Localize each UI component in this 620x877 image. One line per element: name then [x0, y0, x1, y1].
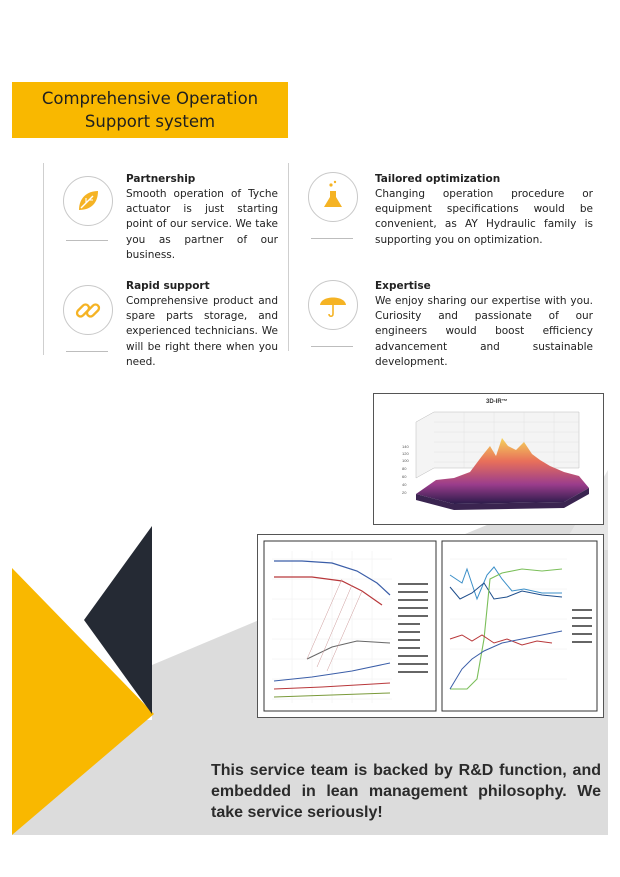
tagline-text: This service team is backed by R&D function, and embedded in lean management philosophy. We take service seriously!	[211, 762, 601, 821]
y-tick: 140	[402, 444, 409, 449]
feature-title: Expertise	[375, 280, 431, 292]
y-tick: 120	[402, 451, 409, 456]
expertise-icon-circle	[308, 280, 358, 330]
flask-icon	[309, 173, 357, 221]
optimization-icon-circle	[308, 172, 358, 222]
feature-text: Changing operation procedure or equipment specifications would be convenient, as AY Hydraulic family is supporting you on optimization.	[375, 188, 593, 246]
link-icon	[64, 286, 112, 334]
y-tick: 80	[402, 466, 407, 471]
y-tick: 60	[402, 474, 407, 479]
feature-rapid-support	[126, 279, 278, 370]
feature-title: Tailored optimization	[375, 173, 501, 185]
left-divider	[43, 163, 44, 355]
feature-text: Smooth operation of Tyche actuator is just starting point of our service. We take you as partner of our business.	[126, 188, 278, 261]
line-charts-image	[257, 534, 604, 718]
y-tick: 100	[402, 458, 409, 463]
center-divider	[288, 163, 289, 351]
feature-title: Partnership	[126, 173, 196, 185]
y-tick: 40	[402, 482, 407, 487]
dark-arrow-shape	[84, 526, 154, 716]
optimization-rule	[311, 238, 353, 239]
line-charts-graphic	[262, 539, 599, 713]
surface-plot-graphic	[374, 394, 603, 524]
plot-title: 3D-IR™	[486, 399, 508, 405]
expertise-rule	[311, 346, 353, 347]
feature-expertise	[375, 279, 593, 370]
feature-partnership	[126, 172, 278, 263]
feature-text: Comprehensive product and spare parts storage, and experienced technicians. We will be right there when you need.	[126, 295, 278, 368]
partnership-icon-circle	[63, 176, 113, 226]
partnership-rule	[66, 240, 108, 241]
umbrella-icon	[309, 281, 357, 329]
feature-title: Rapid support	[126, 280, 210, 292]
y-tick: 20	[402, 490, 407, 495]
leaf-icon	[64, 177, 112, 225]
feature-text: We enjoy sharing our expertise with you. Curiosity and passionate of our engineers would boost efficiency advancement and sustainable development.	[375, 295, 593, 368]
surface-plot-image	[373, 393, 604, 525]
section-banner	[12, 82, 288, 138]
banner-title: Comprehensive Operation Support system	[41, 89, 259, 131]
support-rule	[66, 351, 108, 352]
support-icon-circle	[63, 285, 113, 335]
feature-optimization	[375, 172, 593, 248]
